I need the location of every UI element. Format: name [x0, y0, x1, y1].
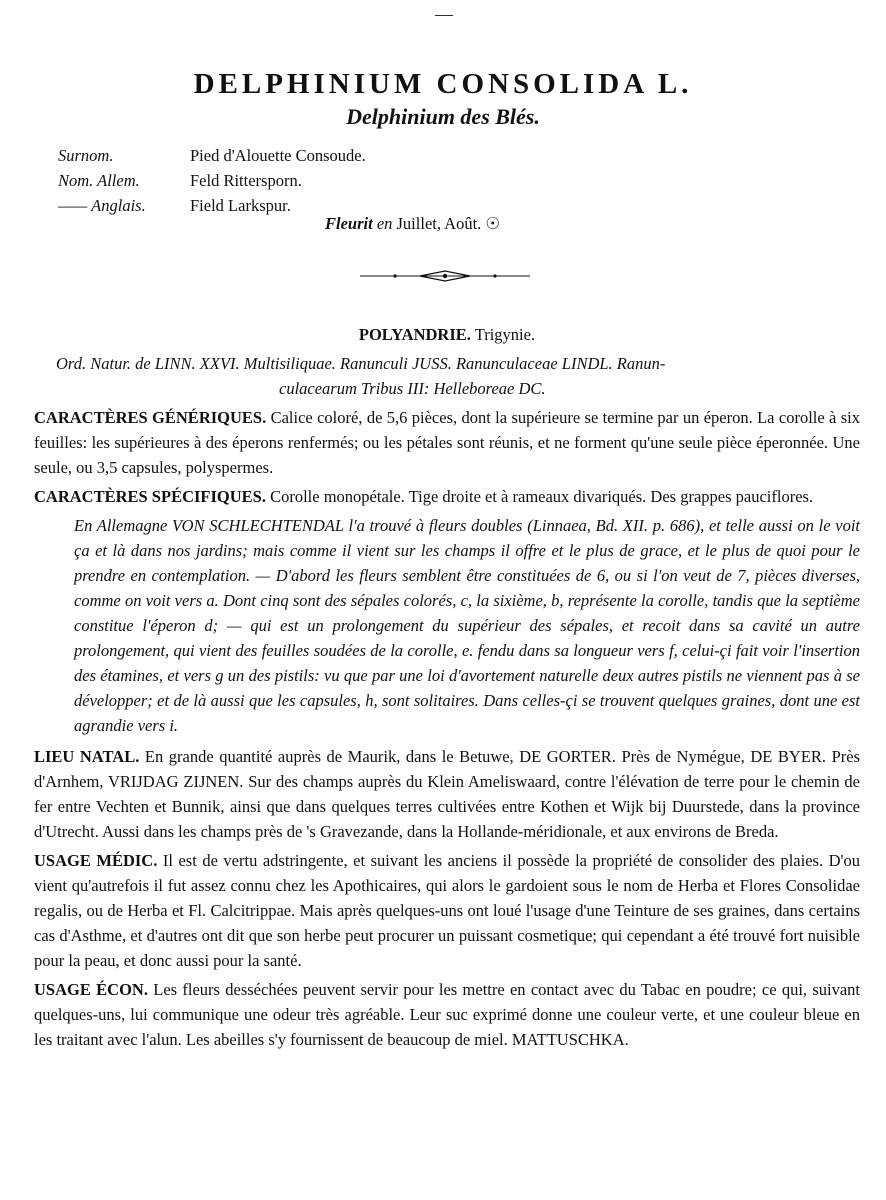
name-value: Feld Rittersporn. [190, 171, 302, 190]
flowering-prep: en [376, 214, 393, 233]
economic-text: Les fleurs desséchées peuvent servir pour les mettre en contact avec du Tabac en poudre; ce qui, suivant quelques-uns, lui communique une odeur très agréable. Leur suc exprimé donne une couleur verte, et une couleur bleue en les traitant avec l'alun. Les abeilles s'y fournissent de beaucoup de miel. MATTUSCHKA. [34, 980, 860, 1049]
habitat-section [34, 744, 860, 844]
text-body [34, 322, 860, 1056]
medical-section [34, 848, 860, 973]
common-names [58, 143, 366, 218]
page-subtitle: Delphinium des Blés. [346, 104, 540, 129]
ord-natur-line1: Ord. Natur. de LINN. XXVI. Multisiliquae. Ranunculi JUSS. Ranunculaceae LINDL. Ranun- [56, 354, 666, 373]
name-row [58, 193, 366, 218]
medical-label: USAGE MÉDIC. [34, 851, 158, 870]
classification [34, 322, 860, 347]
flowering-value: Juillet, Août. ☉ [396, 214, 501, 233]
generic-text: Calice coloré, de 5,6 pièces, dont la supérieure se termine par un éperon. La corolle à six feuilles: les supérieures à des éperons renfermés; ou les pétales sont réunis, et ne forment qu'une seule pièce éperonnée. Une seule, ou 3,5 capsules, polyspermes. [34, 408, 860, 477]
name-label: Surnom. [58, 146, 114, 165]
page-mark: — [435, 4, 453, 24]
name-row [58, 168, 366, 193]
specific-text: Corolle monopétale. Tige droite et à rameaux divariqués. Des grappes pauciflores. [270, 487, 814, 506]
habitat-text: En grande quantité auprès de Maurik, dans le Betuwe, DE GORTER. Près de Nymégue, DE BYER. Près d'Arnhem, VRIJDAG ZIJNEN. Sur des champs auprès du Klein Ameliswaard, contre l'élévation de terre pour le chemin de fer entre Vechten et Bunnik, ainsi que dans quelques terres cultivées entre Kothen et Wijk bij Duurstede, dans la province d'Utrecht. Aussi dans les champs près de 's Gravezande, dans la Hollande-méridionale, et aux environs de Breda. [34, 747, 860, 841]
habitat-label: LIEU NATAL. [34, 747, 140, 766]
medical-text: Il est de vertu adstringente, et suivant les anciens il possède la propriété de consolider des plaies. D'ou vient qu'autrefois il fut assez connu chez les Apothicaires, qui alors le gardoient sous le nom de Herba et Flores Consolidae regalis, ou de Herba et Fl. Calcitrippae. Mais après quelques-uns ont loué l'usage d'une Teinture de ses graines, dans certains cas d'Asthme, et d'autres ont dit que son herbe peut procurer un puissant cosmetique; qui cependant a été trouvé fort nuisible pour la peau, et donc aussi pour la santé. [34, 851, 861, 970]
economic-section [34, 977, 860, 1052]
order-name: Trigynie. [474, 325, 536, 344]
specific-label: CARACTÈRES SPÉCIFIQUES. [34, 487, 266, 506]
economic-label: USAGE ÉCON. [34, 980, 148, 999]
flowering-label: Fleurit [325, 214, 373, 233]
name-row [58, 143, 366, 168]
specific-characters [34, 484, 860, 509]
ornament-divider [360, 270, 530, 282]
class-name: POLYANDRIE. [358, 325, 471, 344]
generic-characters [34, 405, 860, 480]
page-title: DELPHINIUM CONSOLIDA L. [193, 68, 693, 100]
name-label: Nom. Allem. [58, 171, 140, 190]
name-value: Field Larkspur. [190, 196, 291, 215]
name-value: Pied d'Alouette Consoude. [190, 146, 366, 165]
generic-label: CARACTÈRES GÉNÉRIQUES. [34, 408, 267, 427]
observation-paragraph: En Allemagne VON SCHLECHTENDAL l'a trouvé à fleurs doubles (Linnaea, Bd. XII. p. 686), et telle aussi on le voit ça et là dans nos jardins; mais comme il vient sur les champs il offre et le plus de grace, et le plus de quoi pour le prendre en contemplation. — D'abord les fleurs semblent être constituées de 6, ou si l'on veut de 7, pièces diverses, comme on voit vers a. Dont cinq sont des sépales colorés, c, la sixième, b, représente la corolle, tandis que la septième constitue l'éperon d; — qui est un prolongement du supérieur des sépales, et recoit dans sa cavité un autre prolongement, qui vient des feuilles soudées de la corolle, e. fendu dans sa longueur vers f, celui-çi fait voir l'insertion des étamines, et vers g un des pistils: vu que par une loi d'avortement naturelle deux autres pistils ne viennent pas à se développer; et de là aussi que les capsules, h, sont solitaires. Dans celles-çi se trouvent quelques graines, dont une est agrandie vers i. [74, 516, 860, 735]
ord-natur-line2: culacearum Tribus III: Helleboreae DC. [279, 379, 546, 398]
name-label: —— Anglais. [58, 196, 146, 215]
flowering-line [325, 214, 500, 234]
